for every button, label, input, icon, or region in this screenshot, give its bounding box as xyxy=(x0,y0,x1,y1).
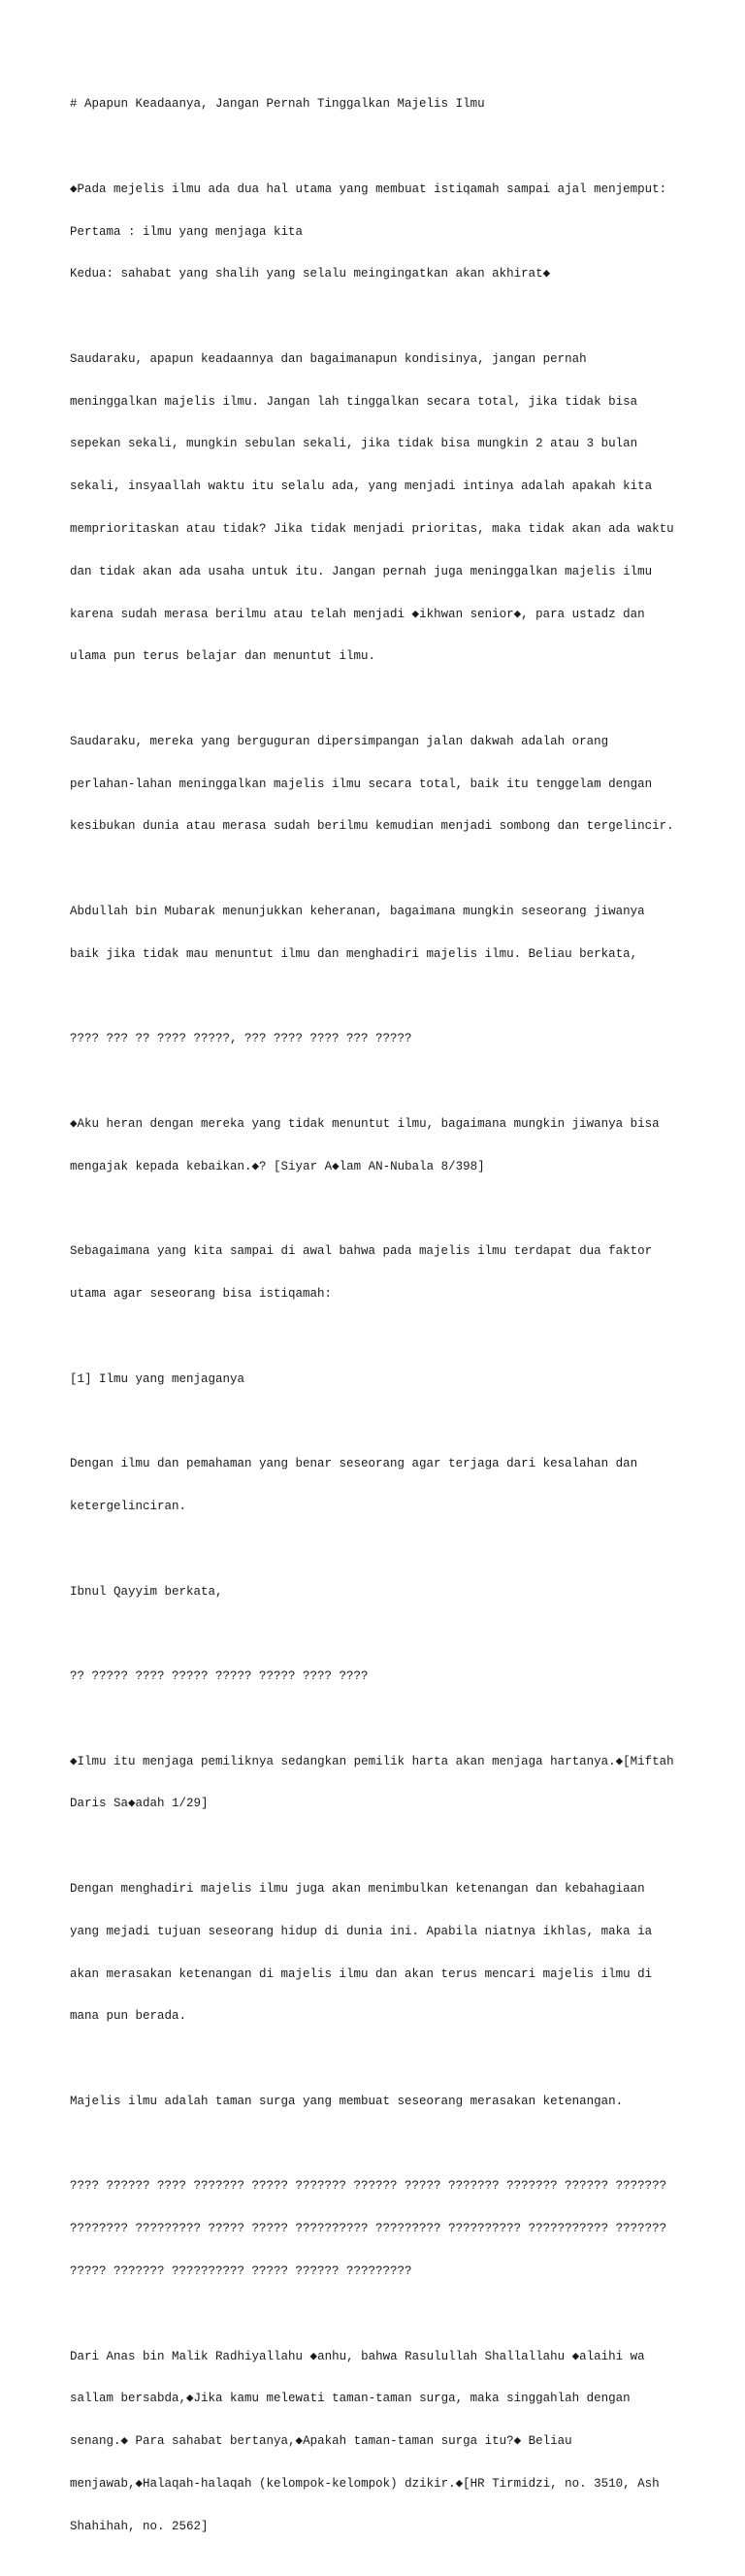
paragraph xyxy=(70,1726,691,1839)
text-line: Kedua: sahabat yang shalih yang selalu meingingatkan akan akhirat◆ xyxy=(70,267,551,281)
text-line: Abdullah bin Mubarak menunjukkan keheranan, bagaimana mungkin seseorang jiwanya xyxy=(70,905,645,919)
text-line: [1] Ilmu yang menjaganya xyxy=(70,1371,245,1386)
document-page xyxy=(70,69,691,2576)
text-line: sallam bersabda,◆Jika kamu melewati taman-taman surga, maka singgahlah dengan xyxy=(70,2392,631,2406)
text-line: ????? ??????? ?????????? ????? ?????? ????????? xyxy=(70,2264,412,2279)
text-line: akan merasakan ketenangan di majelis ilmu dan akan terus mencari majelis ilmu di xyxy=(70,1966,653,1981)
text-line: ◆Aku heran dengan mereka yang tidak menuntut ilmu, bagaimana mungkin jiwanya bisa xyxy=(70,1116,660,1131)
arabic-quote xyxy=(70,2151,691,2307)
text-line: ???????? ????????? ????? ????? ?????????? ????????? ?????????? ??????????? ??????? xyxy=(70,2222,667,2236)
text-line: senang.◆ Para sahabat bertanya,◆Apakah taman-taman surga itu?◆ Beliau xyxy=(70,2434,572,2449)
text-line: Shahihah, no. 2562] xyxy=(70,2519,209,2533)
paragraph xyxy=(70,1556,691,1627)
arabic-quote xyxy=(70,1004,691,1074)
text-line: Dari Anas bin Malik Radhiyallahu ◆anhu, bahwa Rasulullah Shallallahu ◆alaihi wa xyxy=(70,2349,645,2363)
text-line: Daris Sa◆adah 1/29] xyxy=(70,1797,209,1811)
paragraph xyxy=(70,2321,691,2561)
text-line: yang mejadi tujuan seseorang hidup di dunia ini. Apabila niatnya ikhlas, maka ia xyxy=(70,1924,653,1938)
text-line: ◆Pada mejelis ilmu ada dua hal utama yang membuat istiqamah sampai ajal menjemput: xyxy=(70,182,667,196)
text-line: meninggalkan majelis ilmu. Jangan lah tinggalkan secara total, jika tidak bisa xyxy=(70,394,638,409)
text-line: kesibukan dunia atau merasa sudah berilmu kemudian menjadi sombong dan tergelincir. xyxy=(70,819,674,834)
text-line: ???? ??? ?? ???? ?????, ??? ???? ???? ??? ????? xyxy=(70,1032,412,1046)
paragraph xyxy=(70,1216,691,1330)
text-line: karena sudah merasa berilmu atau telah menjadi ◆ikhwan senior◆, para ustadz dan xyxy=(70,607,645,621)
text-line: ulama pun terus belajar dan menuntut ilmu. xyxy=(70,649,376,664)
text-line: Dengan ilmu dan pemahaman yang benar seseorang agar terjaga dari kesalahan dan xyxy=(70,1457,638,1471)
paragraph xyxy=(70,1854,691,2052)
text-line: baik jika tidak mau menuntut ilmu dan menghadiri majelis ilmu. Beliau berkata, xyxy=(70,946,638,961)
paragraph xyxy=(70,876,691,990)
text-line: ◆Ilmu itu menjaga pemiliknya sedangkan pemilik harta akan menjaga hartanya.◆[Miftah xyxy=(70,1754,674,1768)
text-line: Majelis ilmu adalah taman surga yang membuat seseorang merasakan ketenangan. xyxy=(70,2094,624,2108)
text-line: ketergelinciran. xyxy=(70,1499,187,1513)
subheading xyxy=(70,1343,691,1414)
paragraph xyxy=(70,707,691,863)
text-line: Sebagaimana yang kita sampai di awal bahwa pada majelis ilmu terdapat dua faktor xyxy=(70,1244,653,1259)
text-line: memprioritaskan atau tidak? Jika tidak menjadi prioritas, maka tidak akan ada waktu xyxy=(70,522,674,536)
text-line: mengajak kepada kebaikan.◆? [Siyar A◆lam AN-Nubala 8/398] xyxy=(70,1159,485,1173)
text-line: Ibnul Qayyim berkata, xyxy=(70,1584,223,1599)
text-line: Dengan menghadiri majelis ilmu juga akan menimbulkan ketenangan dan kebahagiaan xyxy=(70,1882,645,1896)
document-title xyxy=(70,69,691,140)
text-line: utama agar seseorang bisa istiqamah: xyxy=(70,1287,333,1302)
arabic-quote xyxy=(70,1641,691,1712)
text-line: Saudaraku, apapun keadaannya dan bagaimanapun kondisinya, jangan pernah xyxy=(70,351,587,366)
text-line: dan tidak akan ada usaha untuk itu. Jangan pernah juga meninggalkan majelis ilmu xyxy=(70,564,653,578)
text-line: sepekan sekali, mungkin sebulan sekali, jika tidak bisa mungkin 2 atau 3 bulan xyxy=(70,437,638,451)
text-line: perlahan-lahan meninggalkan majelis ilmu secara total, baik itu tenggelam dengan xyxy=(70,776,653,791)
paragraph xyxy=(70,1429,691,1542)
paragraph xyxy=(70,2066,691,2137)
text-line: menjawab,◆Halaqah-halaqah (kelompok-kelompok) dzikir.◆[HR Tirmidzi, no. 3510, Ash xyxy=(70,2476,660,2491)
text-line: # Apapun Keadaanya, Jangan Pernah Tinggalkan Majelis Ilmu xyxy=(70,97,485,112)
text-line: Pertama : ilmu yang menjaga kita xyxy=(70,224,304,239)
text-line: ???? ?????? ???? ??????? ????? ??????? ?????? ????? ??????? ??????? ?????? ??????? xyxy=(70,2179,667,2194)
paragraph xyxy=(70,1089,691,1203)
text-line: mana pun berada. xyxy=(70,2009,187,2024)
paragraph xyxy=(70,154,691,311)
text-line: sekali, insyaallah waktu itu selalu ada, yang menjadi intinya adalah apakah kita xyxy=(70,479,653,494)
paragraph xyxy=(70,324,691,692)
text-line: ?? ????? ???? ????? ????? ????? ???? ???? xyxy=(70,1669,369,1684)
text-line: Saudaraku, mereka yang berguguran dipersimpangan jalan dakwah adalah orang xyxy=(70,734,609,748)
